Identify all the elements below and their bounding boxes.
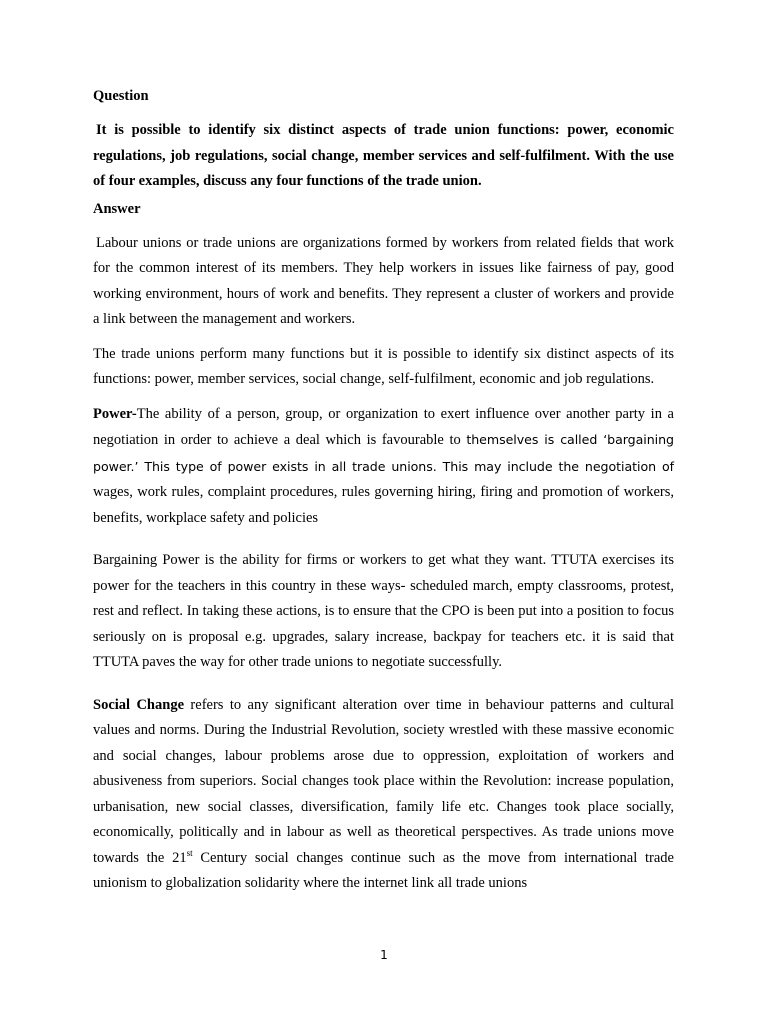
question-heading: Question	[93, 88, 149, 104]
power-text-a: The ability of a person, group, or organization to exert influence over another party in a negotiation in order to achieve a deal which is favourable to	[93, 405, 674, 448]
bargaining-power-paragraph: Bargaining Power is the ability for firms or workers to get what they want. TTUTA exercises its power for the teachers in this country in these ways- scheduled march, empty classrooms, protest, rest and reflect. In taking these actions, is to ensure that the CPO is been put into a position to focus seriously on is proposal e.g. upgrades, salary increase, backpay for teachers etc. it is said that TTUTA paves the way for other trade unions to negotiate successfully.	[93, 552, 674, 670]
page-number: 1	[380, 948, 388, 962]
answer-intro-paragraph: Labour unions or trade unions are organizations formed by workers from related fields that work for the common interest of its members. They help workers in issues like fairness of pay, good working environment, hours of work and benefits. They represent a cluster of workers and provide a link between the management and workers.	[93, 234, 674, 327]
social-change-paragraph	[93, 693, 674, 897]
power-text-b: themselves is called ‘bargaining power.’ This type of power exists in all trade unions. This may include the negotiation of	[93, 432, 674, 474]
social-change-term: Social Change	[93, 696, 185, 713]
social-change-text-b: Century social changes continue such as the move from international trade unionism to globalization solidarity where the internet link all trade unions	[93, 849, 674, 891]
answer-heading: Answer	[93, 200, 141, 217]
document-page	[93, 86, 674, 906]
functions-overview-paragraph: The trade unions perform many functions but it is possible to identify six distinct aspects of its functions: power, member services, social change, self-fulfilment, economic and job regulations.	[93, 345, 674, 387]
power-paragraph	[93, 402, 674, 532]
social-change-text-a: refers to any significant alteration over time in behaviour patterns and cultural values and norms. During the Industrial Revolution, society wrestled with these massive economic and social changes, labour problems arose due to oppression, exploitation of workers and abusiveness from superiors. Social changes took place within the Revolution: increase population, urbanisation, new social classes, diversification, family life etc. Changes took place socially, economically, politically and in labour as well as theoretical perspectives. As trade unions move towards the 21	[93, 696, 675, 866]
power-text-c: wages, work rules, complaint procedures, rules governing hiring, firing and promotion of workers, benefits, workplace safety and policies	[93, 484, 674, 526]
question-text: It is possible to identify six distinct aspects of trade union functions: power, economic regulations, job regulations, social change, member services and self-fulfilment. With the use of four examples, discuss any four functions of the trade union.	[93, 122, 674, 189]
power-term: Power-	[93, 405, 137, 422]
ordinal-superscript: st	[186, 847, 193, 858]
